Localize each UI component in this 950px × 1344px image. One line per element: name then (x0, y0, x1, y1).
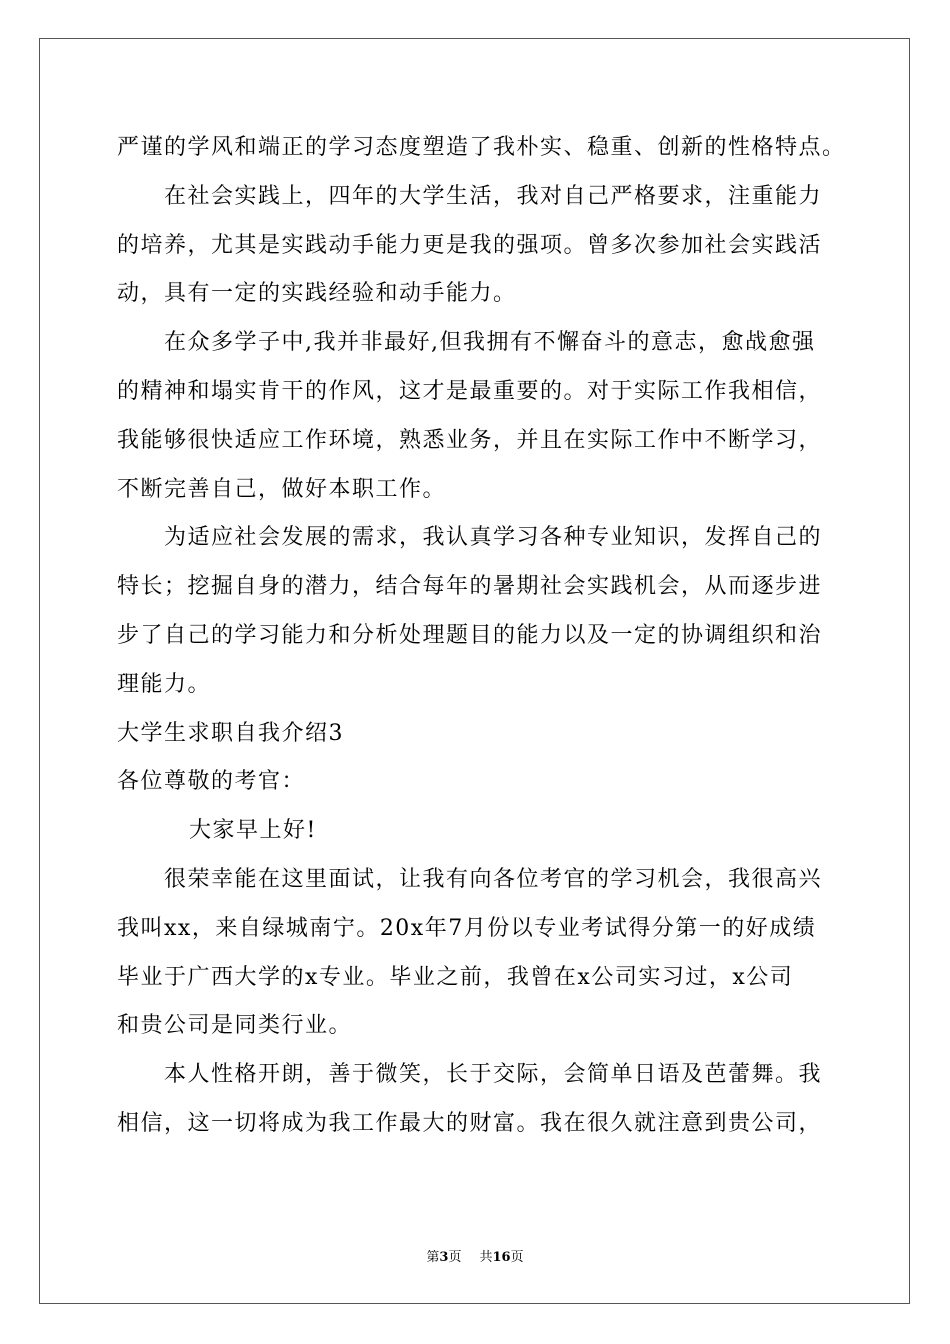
text-line: 特长；挖掘自身的潜力，结合每年的暑期社会实践机会，从而逐步进 (117, 574, 823, 600)
text-line: 理能力。 (117, 671, 212, 697)
total-page-number: 16 (492, 1250, 511, 1265)
document-body (117, 128, 846, 1153)
paragraph-first-line: 为适应社会发展的需求，我认真学习各种专业知识，发挥自己的 (164, 525, 823, 551)
text-line: 的精神和塌实肯干的作风，这才是最重要的。对于实际工作我相信， (117, 378, 823, 404)
greeting: 大家早上好! (189, 818, 317, 844)
text-line: 不断完善自己，做好本职工作。 (117, 476, 447, 502)
page-label-prefix: 第 (426, 1250, 440, 1265)
text-line: 严谨的学风和端正的学习态度塑造了我朴实、稳重、创新的性格特点。 (117, 135, 846, 160)
text-line: 动，具有一定的实践经验和动手能力。 (117, 281, 517, 307)
page-footer (0, 1246, 950, 1265)
text-line: 毕业于广西大学的x专业。毕业之前，我曾在x公司实习过，x公司 (117, 964, 794, 990)
current-page-number: 3 (439, 1250, 449, 1265)
total-label-suffix: 页 (510, 1250, 524, 1265)
text-line: 我能够很快适应工作环境，熟悉业务，并且在实际工作中不断学习， (117, 427, 823, 453)
text-line: 的培养，尤其是实践动手能力更是我的强项。曾多次参加社会实践活 (117, 232, 823, 258)
text-line: 我叫xx，来自绿城南宁。20x年7月份以专业考试得分第一的好成绩 (117, 915, 817, 941)
paragraph-first-line: 在社会实践上，四年的大学生活，我对自己严格要求，注重能力 (164, 183, 823, 209)
page-label-suffix: 页 (448, 1250, 462, 1265)
text-line: 和贵公司是同类行业。 (117, 1013, 353, 1039)
text-line: 相信，这一切将成为我工作最大的财富。我在很久就注意到贵公司， (117, 1110, 823, 1136)
text-line: 步了自己的学习能力和分析处理题目的能力以及一定的协调组织和治 (117, 622, 823, 648)
paragraph-first-line: 很荣幸能在这里面试，让我有向各位考官的学习机会，我很高兴 (164, 866, 823, 892)
paragraph-first-line: 本人性格开朗，善于微笑，长于交际，会简单日语及芭蕾舞。我 (164, 1062, 823, 1088)
total-label-prefix: 共 (479, 1250, 493, 1265)
section-heading: 大学生求职自我介绍3 (117, 720, 344, 746)
salutation: 各位尊敬的考官： (117, 769, 306, 795)
paragraph-first-line: 在众多学子中,我并非最好,但我拥有不懈奋斗的意志，愈战愈强 (164, 330, 816, 356)
